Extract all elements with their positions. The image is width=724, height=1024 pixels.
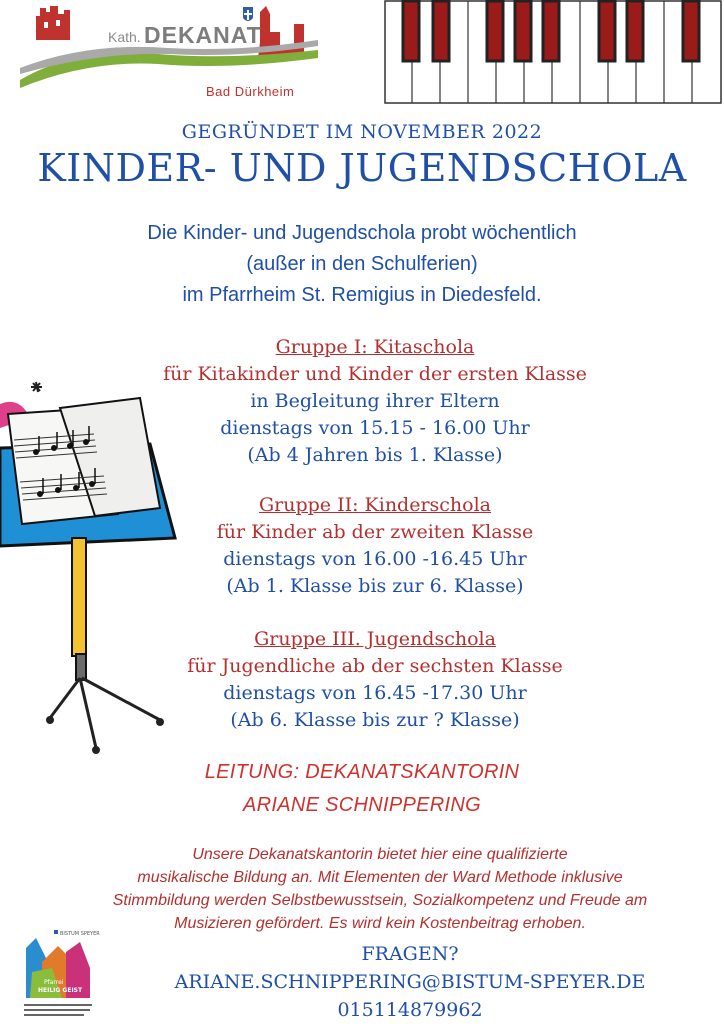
- group-description: für Jugendliche ab der sechsten Klasse: [187, 655, 563, 677]
- parish-label-1: Pfarrei: [44, 979, 64, 986]
- group-description: für Kitakinder und Kinder der ersten Klasse: [163, 363, 587, 385]
- intro-text: [0, 218, 724, 311]
- note-line: Unsere Dekanatskantorin bietet hier eine qualifizierte: [192, 846, 568, 863]
- note-line: musikalische Bildung an. Mit Elementen der Ward Methode inklusive: [137, 869, 623, 886]
- group-age: (Ab 4 Jahren bis 1. Klasse): [247, 444, 503, 466]
- group-heading: Gruppe II: Kinderschola: [258, 494, 492, 516]
- group-age: (Ab 6. Klasse bis zur ? Klasse): [230, 709, 520, 731]
- description-note: [60, 843, 700, 935]
- group-schedule: dienstags von 16.00 -16.45 Uhr: [223, 548, 527, 570]
- page-title: KINDER- UND JUGENDSCHOLA: [37, 146, 687, 190]
- group-heading: Gruppe I: Kitaschola: [275, 336, 475, 358]
- piano-keys-icon: [384, 0, 722, 104]
- parish-label-2: HEILIG GEIST: [38, 987, 83, 994]
- contact-question: FRAGEN?: [361, 943, 459, 965]
- parish-logo-icon: [22, 928, 100, 1022]
- intro-line: Die Kinder- und Jugendschola probt wöchentlich: [147, 222, 577, 244]
- contact-block: [110, 940, 710, 1024]
- diocese-label: BISTUM SPEYER: [60, 931, 100, 937]
- founded-subtitle: GEGRÜNDET IM NOVEMBER 2022: [181, 121, 543, 143]
- leitung-name: ARIANE SCHNIPPERING: [243, 794, 481, 816]
- group-description: in Begleitung ihrer Eltern: [250, 390, 500, 412]
- note-line: Stimmbildung werden Selbstbewusstsein, Sozialkompetenz und Freude am: [112, 892, 648, 909]
- intro-line: (außer in den Schulferien): [246, 253, 478, 275]
- group-schedule: dienstags von 15.15 - 16.00 Uhr: [220, 417, 530, 439]
- group-jugendschola: [60, 626, 690, 734]
- dekanat-logo: [18, 2, 338, 110]
- group-schedule: dienstags von 16.45 -17.30 Uhr: [223, 682, 527, 704]
- group-heading: Gruppe III. Jugendschola: [254, 628, 496, 650]
- group-description: für Kinder ab der zweiten Klasse: [216, 521, 534, 543]
- logo-city-label: Bad Dürkheim: [206, 84, 295, 99]
- logo-kath-label: Kath.: [108, 29, 141, 45]
- contact-phone[interactable]: 015114879962: [337, 999, 483, 1021]
- logo-dekanat-label: DEKANAT: [144, 22, 262, 48]
- group-kinderschola: [60, 492, 690, 600]
- group-age: (Ab 1. Klasse bis zur 6. Klasse): [226, 575, 524, 597]
- note-line: Musizieren gefördert. Es wird kein Kostenbeitrag erhoben.: [174, 915, 586, 932]
- contact-email-link[interactable]: ARIANE.SCHNIPPERING@BISTUM-SPEYER.DE: [174, 971, 646, 993]
- leitung-line: LEITUNG: DEKANATSKANTORIN: [204, 761, 520, 783]
- leitung-block: [0, 756, 724, 822]
- intro-line: im Pfarrheim St. Remigius in Diedesfeld.: [182, 284, 542, 306]
- group-kitaschola: [60, 334, 690, 469]
